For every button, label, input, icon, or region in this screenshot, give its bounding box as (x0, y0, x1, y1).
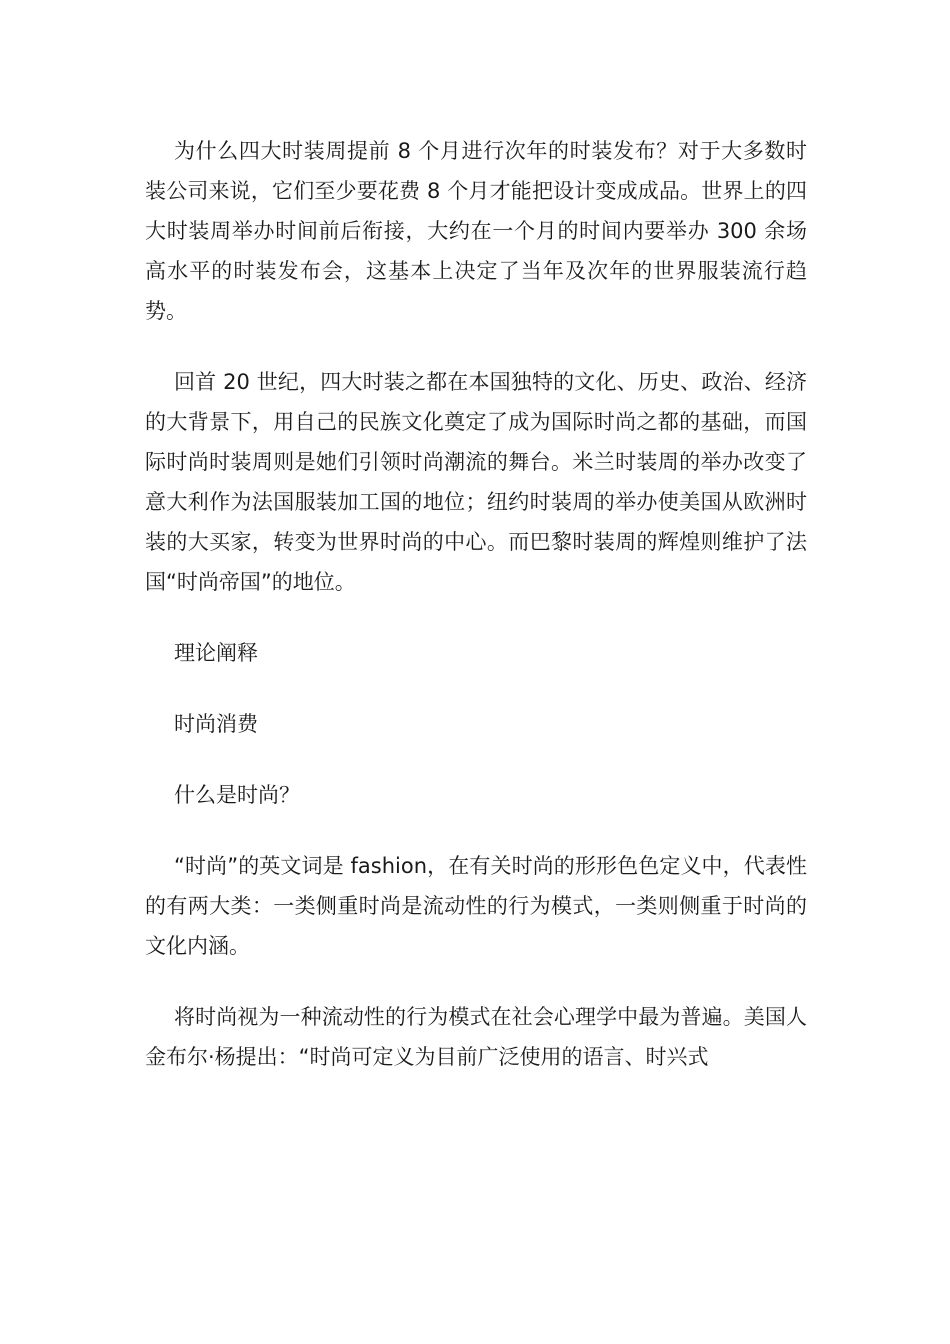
heading-theory: 理论阐释 (174, 641, 258, 665)
paragraph-fashion-week-timing: 为什么四大时装周提前 8 个月进行次年的时装发布？对于大多数时装公司来说，它们至少要花费 8 个月才能把设计变成成品。世界上的四大时装周举办时间前后衔接，大约在一个月的时间内要举办 300 余场高水平的时装发布会，这基本上决定了当年及次年的世界服装流行趋势。 (145, 139, 807, 323)
heading-fashion-consumption: 时尚消费 (174, 712, 258, 736)
document-body (145, 131, 807, 1108)
heading-what-is-fashion: 什么是时尚？ (174, 783, 300, 807)
paragraph-behavior-pattern: 将时尚视为一种流动性的行为模式在社会心理学中最为普遍。美国人金布尔·杨提出：“时尚可定义为目前广泛使用的语言、时兴式 (145, 1005, 807, 1069)
paragraph-fashion-definition: “时尚”的英文词是 fashion，在有关时尚的形形色色定义中，代表性的有两大类：一类侧重时尚是流动性的行为模式，一类则侧重于时尚的文化内涵。 (145, 854, 807, 958)
paragraph-fashion-capitals: 回首 20 世纪，四大时装之都在本国独特的文化、历史、政治、经济的大背景下，用自己的民族文化奠定了成为国际时尚之都的基础，而国际时尚时装周则是她们引领时尚潮流的舞台。米兰时装周的举办改变了意大利作为法国服装加工国的地位；纽约时装周的举办使美国从欧洲时装的大买家，转变为世界时尚的中心。而巴黎时装周的辉煌则维护了法国“时尚帝国”的地位。 (145, 370, 807, 594)
